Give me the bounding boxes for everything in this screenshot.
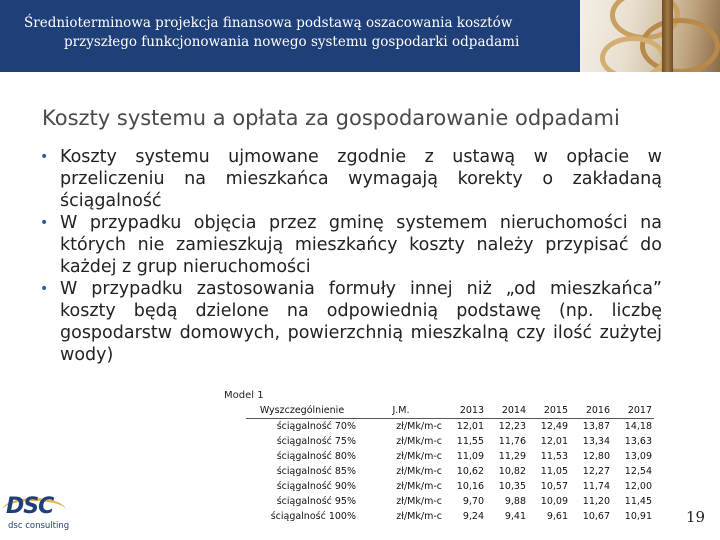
- table-cell: 11,45: [624, 496, 652, 507]
- table-cell: ściągalność 80%: [276, 451, 356, 462]
- table-caption: Model 1: [224, 390, 264, 401]
- table-cell: zł/Mk/m-c: [396, 481, 442, 492]
- table-cell: ściągalność 100%: [270, 511, 356, 522]
- table-cell: 10,67: [582, 511, 610, 522]
- header-cell: 2017: [612, 403, 654, 419]
- header-cell: 2015: [528, 403, 570, 419]
- table-cell: 10,16: [456, 481, 484, 492]
- table-cell: zł/Mk/m-c: [396, 421, 442, 432]
- bullet-icon: •: [40, 215, 49, 231]
- table-cell: 10,82: [498, 466, 526, 477]
- table-cell: ściągalność 95%: [276, 496, 356, 507]
- table-cell: 12,01: [456, 421, 484, 432]
- table-cell: 11,09: [456, 451, 484, 462]
- table-cell: zł/Mk/m-c: [396, 466, 442, 477]
- header-cell: J.M.: [358, 403, 444, 419]
- dsc-logo-icon: [2, 494, 70, 538]
- table-cell: 11,74: [582, 481, 610, 492]
- table-cell: 10,57: [540, 481, 568, 492]
- bullet-item: [40, 278, 662, 366]
- table-cell: zł/Mk/m-c: [396, 511, 442, 522]
- table-row: [246, 419, 654, 435]
- rope-mast-photo-icon: [580, 0, 720, 72]
- table-row: [246, 509, 654, 524]
- table-cell: 12,23: [498, 421, 526, 432]
- table-cell: 12,49: [540, 421, 568, 432]
- table-cell: 11,76: [498, 436, 526, 447]
- bullet-text: Koszty systemu ujmowane zgodnie z ustawą w opłacie w przeliczeniu na mieszkańca wymagają korekty o zakładaną ściągalność: [60, 147, 662, 211]
- bullet-text: W przypadku zastosowania formuły innej niż „od mieszkańca” koszty będą dzielone na odpowiednią podstawę (np. liczbę gospodarstw domowych, powierzchnią mieszkalną czy ilość zużytej wody): [60, 279, 662, 365]
- slide-title: Koszty systemu a opłata za gospodarowanie odpadami: [42, 106, 620, 130]
- table-cell: 12,27: [582, 466, 610, 477]
- table-cell: zł/Mk/m-c: [396, 451, 442, 462]
- header-cell: 2013: [444, 403, 486, 419]
- table-cell: 13,87: [582, 421, 610, 432]
- table-cell: 10,35: [498, 481, 526, 492]
- table-cell: 12,54: [624, 466, 652, 477]
- bullet-list: [40, 146, 662, 366]
- header-title: [24, 14, 584, 52]
- bullet-icon: •: [40, 149, 49, 165]
- table-cell: 11,05: [540, 466, 568, 477]
- table-row: [246, 464, 654, 479]
- table-cell: 10,62: [456, 466, 484, 477]
- logo-name: DSC: [6, 494, 54, 519]
- table-cell: 13,34: [582, 436, 610, 447]
- table-cell: 10,09: [540, 496, 568, 507]
- header-cell: 2016: [570, 403, 612, 419]
- table-cell: 14,18: [624, 421, 652, 432]
- model-table: [246, 403, 654, 524]
- table-cell: zł/Mk/m-c: [396, 496, 442, 507]
- table-cell: 12,00: [624, 481, 652, 492]
- logo-subtitle: dsc consulting: [8, 521, 70, 531]
- table-cell: 11,55: [456, 436, 484, 447]
- bullet-item: [40, 146, 662, 212]
- header-title-line2: przyszłego funkcjonowania nowego systemu gospodarki odpadami: [64, 34, 520, 50]
- bullet-icon: •: [40, 281, 49, 297]
- header-title-line1: Średnioterminowa projekcja finansowa podstawą oszacowania kosztów: [24, 15, 513, 31]
- table-cell: zł/Mk/m-c: [396, 436, 442, 447]
- table-cell: 11,29: [498, 451, 526, 462]
- table-header-row: [246, 403, 654, 419]
- header-cell: Wyszczególnienie: [246, 403, 358, 419]
- table-row: [246, 449, 654, 464]
- table-cell: 11,53: [540, 451, 568, 462]
- header-bar: [0, 0, 720, 72]
- table-cell: ściągalność 75%: [276, 436, 356, 447]
- table-cell: 9,24: [462, 511, 484, 522]
- table-cell: ściągalność 90%: [276, 481, 356, 492]
- header-cell: 2014: [486, 403, 528, 419]
- table-cell: 11,20: [582, 496, 610, 507]
- table-cell: 9,41: [504, 511, 526, 522]
- page-number: 19: [686, 508, 706, 526]
- bullet-item: [40, 212, 662, 278]
- table-row: [246, 479, 654, 494]
- bullet-text: W przypadku objęcia przez gminę systemem nieruchomości na których nie zamieszkują mieszkańcy koszty należy przypisać do każdej z grup nieruchomości: [60, 213, 662, 277]
- table-cell: 9,70: [462, 496, 484, 507]
- table-cell: 12,80: [582, 451, 610, 462]
- table-row: [246, 434, 654, 449]
- table-row: [246, 494, 654, 509]
- table-cell: ściągalność 85%: [276, 466, 356, 477]
- table-cell: ściągalność 70%: [276, 421, 356, 432]
- table-cell: 13,09: [624, 451, 652, 462]
- table-cell: 9,88: [504, 496, 526, 507]
- table-cell: 10,91: [624, 511, 652, 522]
- table-cell: 12,01: [540, 436, 568, 447]
- table-cell: 13,63: [624, 436, 652, 447]
- table-cell: 9,61: [546, 511, 568, 522]
